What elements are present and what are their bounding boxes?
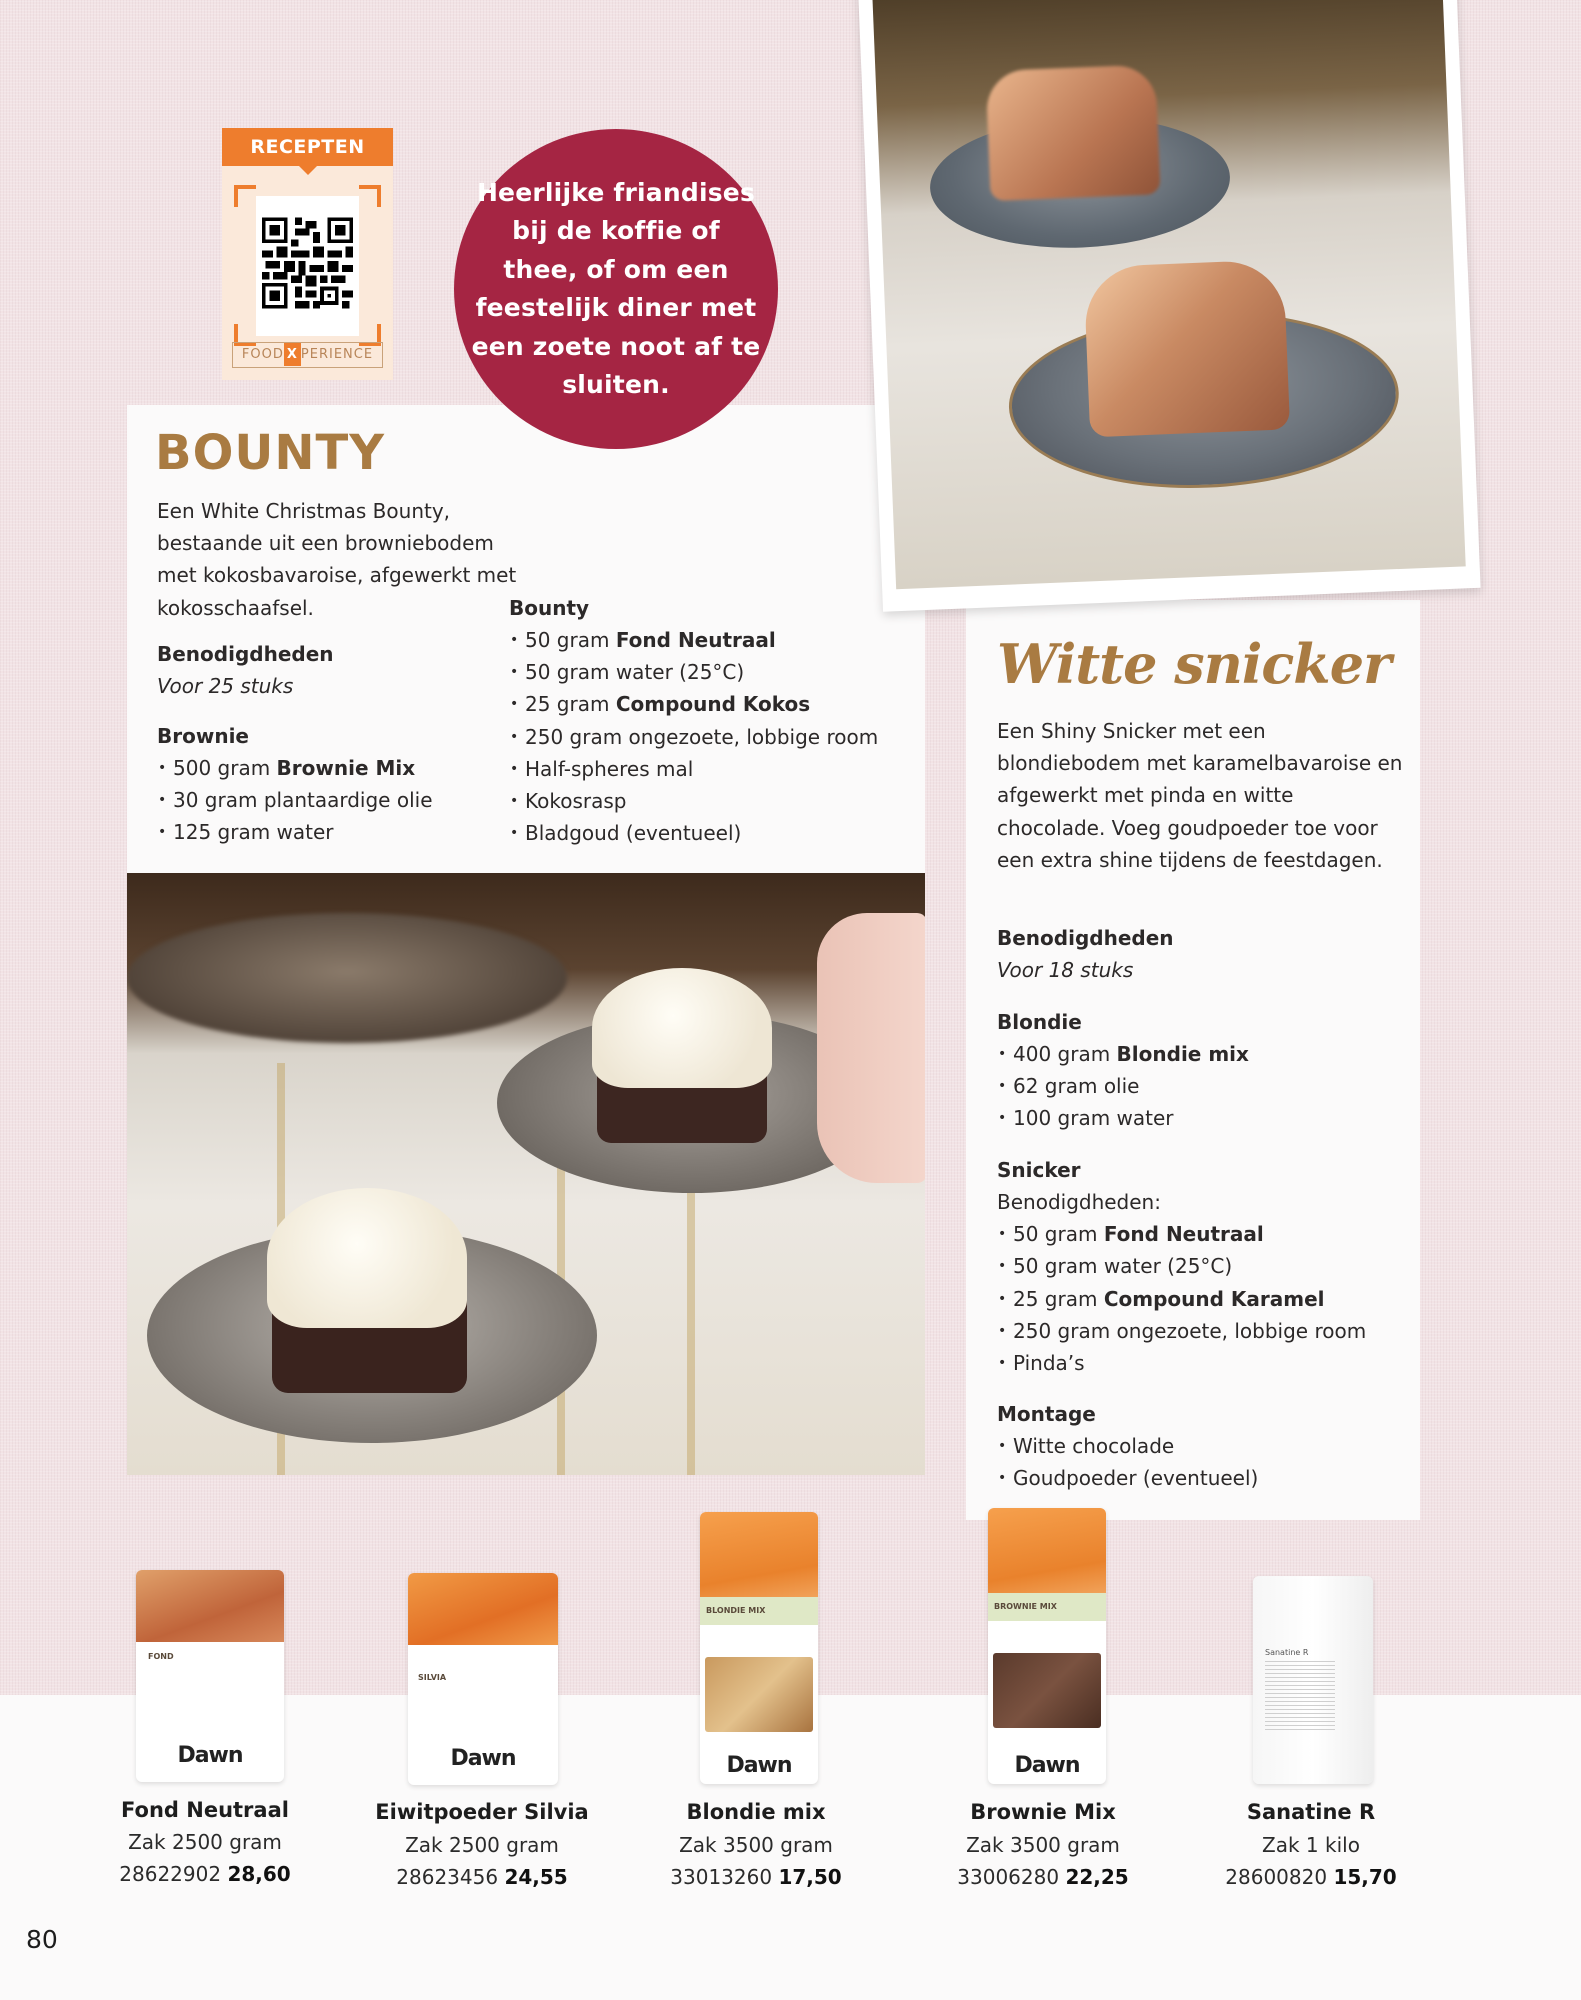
product-name: Blondie mix [686,1800,826,1824]
bounty-photo [127,873,925,1475]
ingredient-item: • 62 gram olie [997,1070,1249,1102]
product-package-image: BLONDIE MIX Dawn [700,1512,818,1784]
snicker-montage-section [997,1398,1258,1494]
ingredient-item: • 25 gram Compound Kokos [509,688,878,720]
article-number: 33006280 [957,1865,1060,1889]
qr-code-icon[interactable] [256,196,359,336]
bounty-brownie-section [157,720,433,849]
snicker-back [985,64,1160,201]
quote-circle [454,129,778,449]
product-name: Fond Neutraal [121,1798,289,1822]
product-size: Zak 2500 gram [405,1833,559,1857]
product-package-image: BROWNIE MIX Dawn [988,1508,1106,1784]
witte-snicker-title: Witte snicker [997,632,1391,696]
product-package-image: SILVIA Dawn [408,1573,558,1785]
product-price-line [913,1862,1173,1892]
snicker-requirements [997,922,1174,986]
qr-corner-icon [234,185,256,207]
section-heading: Bounty [509,596,590,620]
requirements-yield: Voor 25 stuks [157,674,294,698]
requirements-yield: Voor 18 stuks [997,958,1134,982]
price: 22,25 [1065,1865,1129,1889]
ingredient-item: • 100 gram water [997,1102,1249,1134]
snicker-blondie-section [997,1006,1249,1135]
ingredient-item: • Bladgoud (eventueel) [509,817,878,849]
product-price-line [626,1862,886,1892]
product-size: Zak 3500 gram [966,1833,1120,1857]
product-package-image: FOND Dawn [136,1570,284,1782]
ingredient-item: • 25 gram Compound Karamel [997,1283,1366,1315]
witte-snicker-photo [857,0,1480,612]
plate-background [127,913,567,1043]
quote-text: Heerlijke friandises bij de koffie of thee, of om een feestelijk diner met een zoete noot af te sluiten. [471,177,761,399]
product-name: Eiwitpoeder Silvia [375,1800,589,1824]
article-number: 28622902 [119,1862,222,1886]
product-size: Zak 3500 gram [679,1833,833,1857]
ingredient-item: • 50 gram Fond Neutraal [509,624,878,656]
ingredient-list [509,624,878,849]
section-heading: Snicker [997,1158,1081,1182]
article-number: 33013260 [670,1865,773,1889]
product-price-line [352,1862,612,1892]
article-number: 28600820 [1225,1865,1328,1889]
qr-corner-icon [359,185,381,207]
price: 28,60 [227,1862,291,1886]
ingredient-list [997,1038,1249,1135]
product-size: Zak 1 kilo [1262,1833,1360,1857]
ingredient-item: • Witte chocolade [997,1430,1258,1462]
bounty-filling-section [509,592,878,849]
section-subheading: Benodigdheden: [997,1190,1161,1214]
ingredient-item: • 500 gram Brownie Mix [157,752,433,784]
price: 17,50 [778,1865,842,1889]
brand-perience: PERIENCE [300,347,374,362]
recipes-qr-card[interactable] [222,128,393,380]
section-heading: Brownie [157,724,249,748]
ingredient-item: • 50 gram water (25°C) [997,1250,1366,1282]
ingredient-item: • Goudpoeder (eventueel) [997,1462,1258,1494]
section-heading: Blondie [997,1010,1082,1034]
qr-banner-arrow [299,166,317,175]
ingredient-item: • 400 gram Blondie mix [997,1038,1249,1070]
bounty-requirements [157,638,334,702]
ingredient-item: • Pinda’s [997,1347,1366,1379]
foodxperience-logo [232,342,383,368]
requirements-heading: Benodigdheden [157,642,334,666]
requirements-heading: Benodigdheden [997,926,1174,950]
brand-food: FOOD [241,347,284,362]
coconut-dome-front [267,1188,467,1328]
article-number: 28623456 [396,1865,499,1889]
qr-banner: RECEPTEN [222,128,393,166]
bounty-title: BOUNTY [155,425,386,481]
ingredient-item: • 50 gram water (25°C) [509,656,878,688]
product-name: Sanatine R [1246,1800,1376,1824]
page-number: 80 [26,1925,58,1954]
section-heading: Montage [997,1402,1096,1426]
product-size: Zak 2500 gram [128,1830,282,1854]
ingredient-list [997,1430,1258,1494]
snicker-filling-section [997,1154,1366,1379]
product-name: Brownie Mix [970,1800,1116,1824]
product-price-line [75,1859,335,1889]
ingredient-item: • 250 gram ongezoete, lobbige room [509,721,878,753]
ingredient-list [997,1218,1366,1379]
price: 15,70 [1333,1865,1397,1889]
ingredient-list [157,752,433,849]
brand-x: X [284,343,301,366]
product-package-image: Sanatine R [1253,1576,1373,1784]
hand [817,913,925,1183]
ingredient-item: • 125 gram water [157,816,433,848]
ingredient-item: • 50 gram Fond Neutraal [997,1218,1366,1250]
product-price-line [1181,1862,1441,1892]
bounty-description: Een White Christmas Bounty, bestaande uit een browniebodem met kokosbavaroise, afgewerkt met kokosschaafsel. [157,499,517,620]
ingredient-item: • 30 gram plantaardige olie [157,784,433,816]
ingredient-item: • Half-spheres mal [509,753,878,785]
ingredient-item: • 250 gram ongezoete, lobbige room [997,1315,1366,1347]
price: 24,55 [504,1865,568,1889]
coconut-dome-back [592,968,772,1088]
witte-snicker-description: Een Shiny Snicker met een blondiebodem met karamelbavaroise en afgewerkt met pinda en witte chocolade. Voeg goudpoeder toe voor een extra shine tijdens de feestdagen. [997,719,1403,872]
ingredient-item: • Kokosrasp [509,785,878,817]
snicker-front [1083,259,1290,437]
